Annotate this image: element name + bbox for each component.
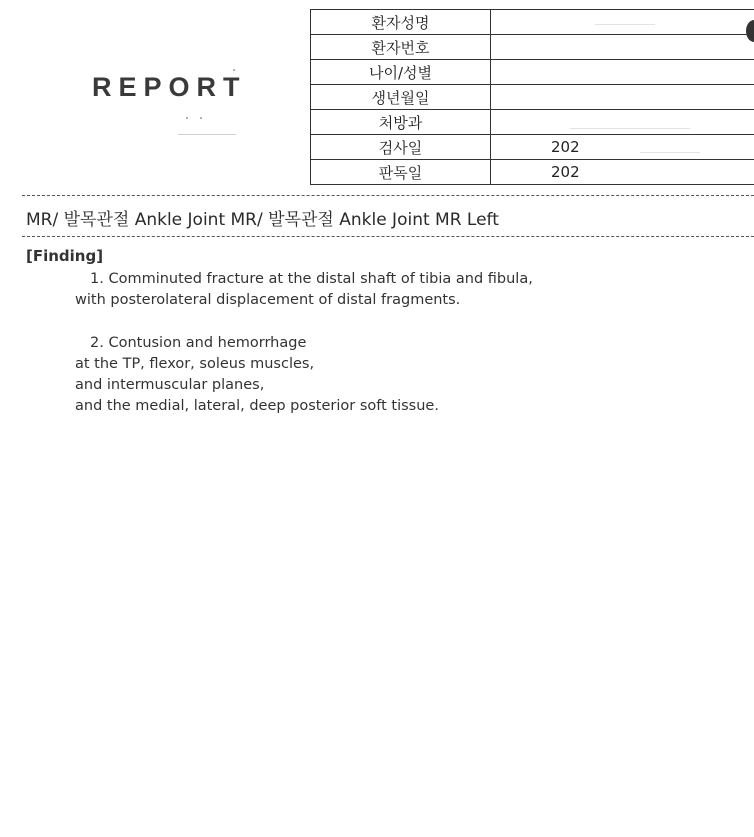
patient-name-value — [491, 10, 754, 35]
finding-line: at the TP, flexor, soleus muscles, — [75, 356, 315, 372]
table-row — [311, 60, 754, 85]
redaction-smudge — [640, 152, 700, 153]
table-row — [311, 35, 754, 60]
report-title: REPORT — [92, 72, 247, 102]
reading-date-label: 판독일 — [311, 160, 491, 185]
exam-date-value: 202 — [491, 135, 754, 160]
exam-title: MR/ 발목관절 Ankle Joint MR/ 발목관절 Ankle Joint MR Left — [26, 210, 499, 230]
patient-number-value — [491, 35, 754, 60]
department-label: 처방과 — [311, 110, 491, 135]
finding-line: 2. Contusion and hemorrhage — [90, 335, 307, 351]
table-row — [311, 135, 754, 160]
table-row — [311, 160, 754, 185]
finding-header: [Finding] — [26, 247, 104, 265]
finding-item-2 — [75, 333, 439, 417]
birth-date-label: 생년월일 — [311, 85, 491, 110]
redaction-smudge — [595, 24, 655, 25]
divider-bottom — [22, 236, 754, 237]
birth-date-value — [491, 85, 754, 110]
table-row — [311, 110, 754, 135]
patient-number-label: 환자번호 — [311, 35, 491, 60]
finding-line: with posterolateral displacement of distal fragments. — [75, 292, 461, 308]
age-sex-value — [491, 60, 754, 85]
finding-item-1 — [75, 269, 533, 311]
redaction-smudge — [570, 128, 690, 129]
finding-line: 1. Comminuted fracture at the distal shaft of tibia and fibula, — [90, 271, 533, 287]
exam-date-label: 검사일 — [311, 135, 491, 160]
scan-dot — [233, 69, 235, 71]
table-row — [311, 85, 754, 110]
divider-top — [22, 195, 754, 196]
age-sex-label: 나이/성별 — [311, 60, 491, 85]
department-value — [491, 110, 754, 135]
scan-dot — [186, 117, 188, 119]
finding-line: and intermuscular planes, — [75, 377, 265, 393]
reading-date-value: 202 — [491, 160, 754, 185]
finding-line: and the medial, lateral, deep posterior soft tissue. — [75, 398, 439, 414]
table-row — [311, 10, 754, 35]
scan-dot — [200, 117, 202, 119]
patient-info-table — [310, 9, 754, 185]
title-underline — [178, 134, 236, 135]
patient-name-label: 환자성명 — [311, 10, 491, 35]
